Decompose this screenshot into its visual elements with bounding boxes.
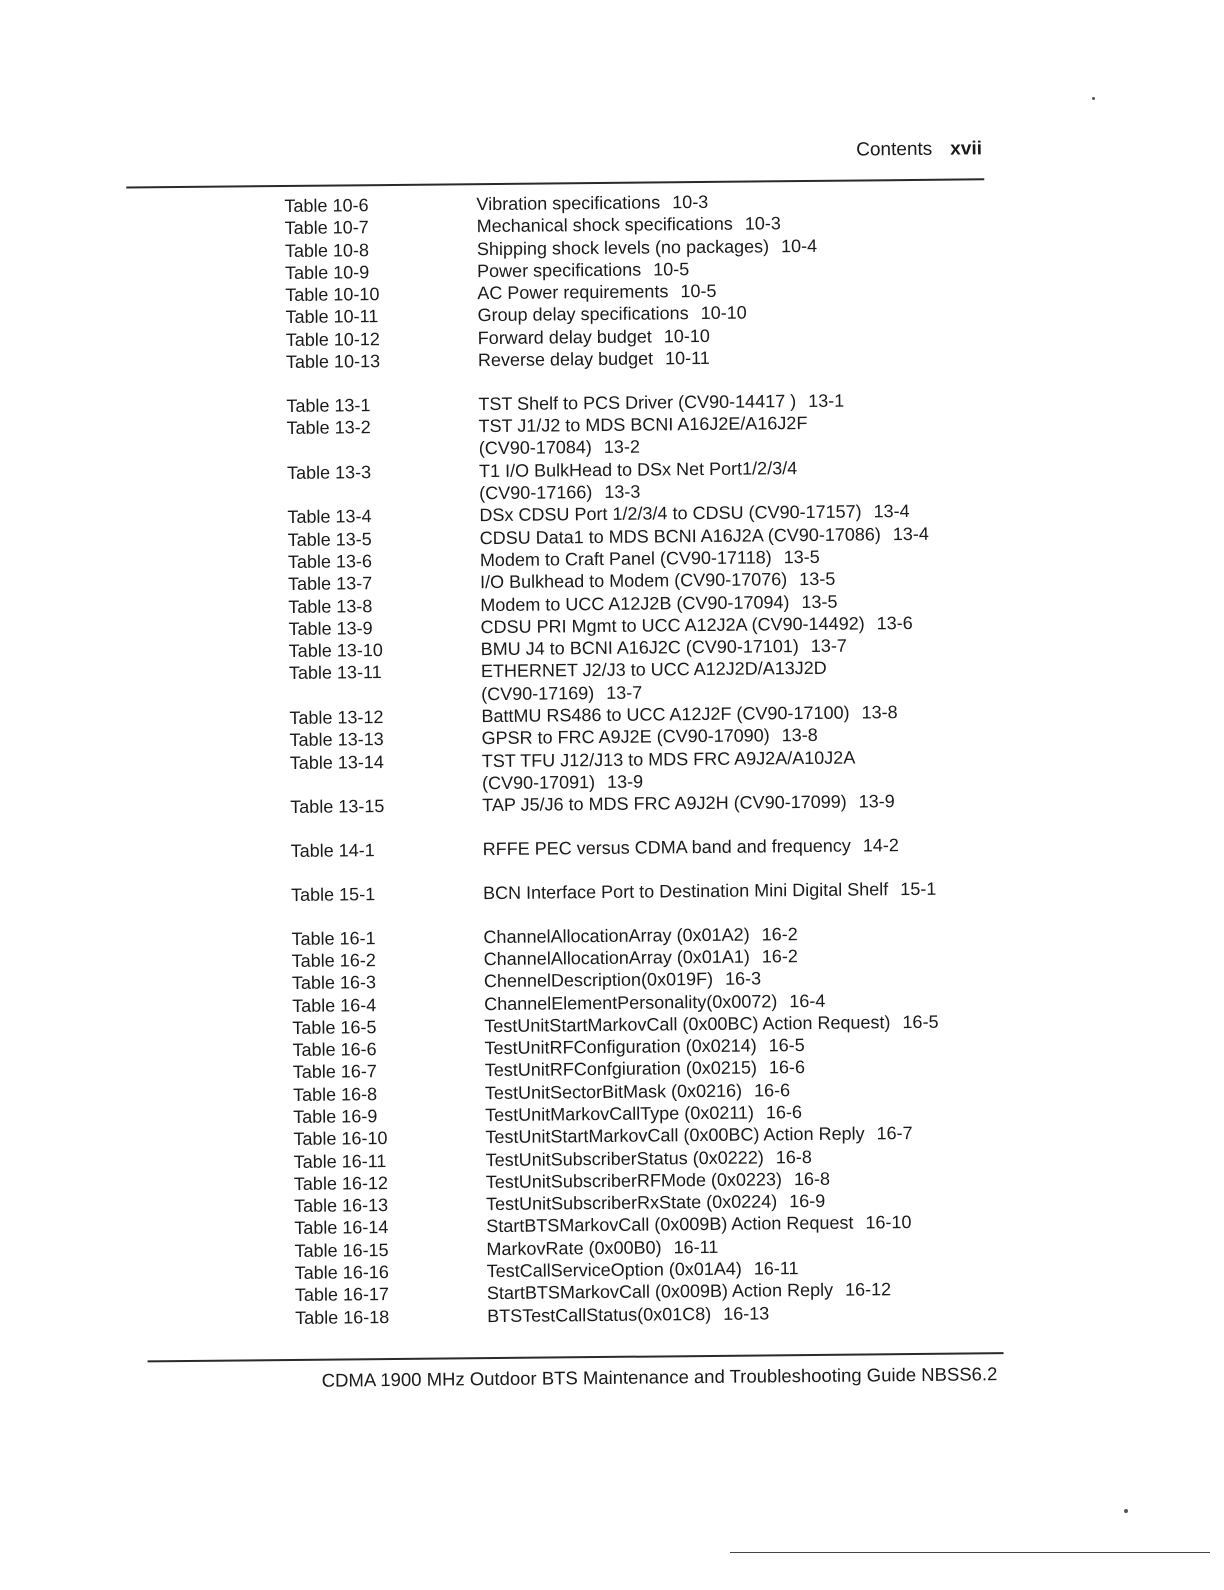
table-title — [479, 455, 1007, 505]
table-title-text: Mechanical shock specifications — [476, 213, 733, 237]
table-title-line — [483, 833, 1011, 860]
table-title-text: StartBTSMarkovCall (0x009B) Action Reply — [486, 1280, 834, 1304]
table-title-text: ETHERNET J2/J3 to UCC A12J2D/A13J2D — [480, 658, 827, 682]
table-title-text: TST Shelf to PCS Driver (CV90-14417 ) — [478, 390, 797, 415]
table-title-text: TestUnitSectorBitMask (0x0216) — [484, 1080, 743, 1103]
table-title-text: BTSTestCallStatus(0x01C8) — [487, 1303, 712, 1326]
page-reference: 13-1 — [808, 390, 845, 411]
table-number: Table 16-2 — [291, 950, 376, 971]
table-title-text: Modem to Craft Panel (CV90-17118) — [479, 547, 772, 571]
table-title — [483, 877, 1011, 904]
running-head — [856, 138, 982, 161]
table-number: Table 10-8 — [284, 239, 370, 261]
table-number: Table 14-1 — [290, 840, 375, 861]
table-number: Table 16-3 — [291, 972, 377, 994]
table-title-text: TestUnitSubscriberRFMode (0x0223) — [485, 1169, 783, 1192]
page-reference: 16-7 — [876, 1123, 913, 1144]
table-number: Table 13-6 — [287, 551, 373, 572]
table-number: Table 16-17 — [294, 1284, 390, 1306]
table-title-text: Shipping shock levels (no packages) — [476, 235, 770, 259]
table-title-text: (CV90-17169) — [481, 682, 595, 704]
page-reference: 13-5 — [783, 546, 820, 568]
table-title-text: ChennelDescription(0x019F) — [483, 969, 714, 992]
page-reference: 13-6 — [876, 612, 913, 634]
page-reference: 10-3 — [672, 191, 709, 213]
table-title-text: BMU J4 to BCNI A16J2C (CV90-17101) — [480, 636, 799, 660]
table-number: Table 10-10 — [285, 284, 380, 306]
table-title — [478, 410, 1006, 460]
page-reference: 13-7 — [810, 635, 847, 657]
table-number: Table 16-15 — [294, 1239, 389, 1261]
table-title — [482, 789, 1010, 816]
table-title-text: TestCallServiceOption (0x01A4) — [486, 1258, 742, 1282]
page-reference: 16-8 — [793, 1168, 831, 1190]
table-title-text: ChannelAllocationArray (0x01A1) — [483, 946, 750, 970]
table-number: Table 16-7 — [292, 1061, 377, 1083]
page-reference: 10-3 — [744, 213, 781, 234]
table-title-text: Reverse delay budget — [477, 348, 654, 371]
table-title-text: Vibration specifications — [476, 192, 661, 215]
table-number: Table 10-11 — [285, 306, 379, 328]
page-number: xvii — [950, 138, 983, 160]
table-title-text: TestUnitSubscriberStatus (0x0222) — [485, 1147, 764, 1170]
page-reference: 13-7 — [606, 682, 643, 703]
table-title-text: Forward delay budget — [477, 326, 652, 348]
toc-group — [286, 388, 1010, 819]
header-rule — [126, 178, 984, 188]
table-title-text: CDSU PRI Mgmt to UCC A12J2A (CV90-14492) — [480, 613, 865, 637]
page-reference: 10-5 — [680, 281, 717, 302]
table-title-text: TestUnitSubscriberRxState (0x0224) — [485, 1191, 778, 1215]
scan-speck — [1124, 1509, 1128, 1513]
table-title-line — [478, 344, 1006, 371]
running-head-section: Contents — [856, 138, 933, 161]
table-title-text: ChannelElementPersonality(0x0072) — [484, 990, 778, 1014]
table-title-text: (CV90-17084) — [478, 437, 592, 459]
table-title-text: Modem to UCC A12J2B (CV90-17094) — [480, 591, 790, 615]
toc-group — [291, 921, 1015, 1329]
table-number: Table 13-13 — [289, 729, 384, 751]
table-number: Table 13-4 — [287, 506, 372, 528]
page-reference: 16-6 — [768, 1057, 806, 1078]
table-title-line — [487, 1300, 1015, 1327]
table-title-text: T1 I/O BulkHead to DSx Net Port1/2/3/4 — [478, 457, 798, 481]
table-number: Table 13-15 — [290, 796, 385, 818]
page-reference: 16-11 — [673, 1236, 719, 1258]
table-title-text: TestUnitStartMarkovCall (0x00BC) Action Reply — [485, 1123, 865, 1148]
table-number: Table 10-9 — [285, 262, 370, 283]
table-title-text: DSx CDSU Port 1/2/3/4 to CDSU (CV90-17157) — [479, 501, 862, 526]
scan-speck — [1092, 97, 1095, 100]
toc-entry — [291, 833, 1011, 862]
page-reference: 13-9 — [858, 791, 895, 812]
toc-entry — [291, 877, 1011, 906]
table-number: Table 16-6 — [292, 1039, 377, 1061]
table-title-line — [482, 789, 1010, 816]
table-number: Table 10-13 — [285, 351, 381, 373]
table-title-text: (CV90-17166) — [479, 482, 593, 504]
page-reference: 16-2 — [761, 923, 798, 945]
page-reference: 10-10 — [663, 325, 710, 347]
toc-entry — [287, 455, 1007, 507]
table-number: Table 16-5 — [292, 1016, 377, 1038]
table-number: Table 16-4 — [292, 994, 377, 1016]
table-number: Table 13-8 — [288, 595, 373, 617]
table-number: Table 13-11 — [288, 662, 382, 684]
toc-group — [284, 188, 1006, 373]
page-reference: 10-10 — [700, 303, 747, 324]
table-title-text: RFFE PEC versus CDMA band and frequency — [482, 835, 851, 860]
table-number: Table 16-11 — [293, 1150, 387, 1172]
table-number: Table 16-10 — [293, 1128, 388, 1150]
page-reference: 10-11 — [664, 348, 710, 369]
page-reference: 16-10 — [865, 1212, 912, 1233]
table-title-text: TestUnitStartMarkovCall (0x00BC) Action Request) — [484, 1012, 891, 1036]
table-number: Table 13-1 — [286, 395, 371, 416]
toc-entry — [287, 410, 1007, 462]
table-number: Table 10-12 — [285, 328, 380, 350]
page-reference: 13-5 — [799, 568, 836, 590]
scan-edge-line — [730, 1552, 1210, 1553]
table-title-text: CDSU Data1 to MDS BCNI A16J2A (CV90-17086) — [479, 523, 881, 548]
page-reference: 16-11 — [753, 1258, 799, 1279]
table-number: Table 13-14 — [289, 751, 384, 773]
table-title-text: TestUnitRFConfiguration (0x0214) — [484, 1035, 757, 1059]
page-reference: 13-8 — [781, 725, 818, 746]
table-title — [482, 745, 1010, 795]
table-number: Table 16-16 — [294, 1262, 389, 1284]
table-number: Table 16-12 — [293, 1172, 389, 1194]
table-title-text: MarkovRate (0x00B0) — [486, 1237, 662, 1259]
page-reference: 16-6 — [753, 1079, 791, 1101]
page-reference: 13-3 — [604, 481, 641, 503]
table-number: Table 16-9 — [293, 1106, 378, 1127]
table-title-text: ChannelAllocationArray (0x01A2) — [483, 924, 750, 947]
list-of-tables — [284, 188, 1015, 1350]
table-title — [481, 656, 1009, 706]
table-number: Table 13-3 — [286, 461, 372, 483]
page-reference: 16-5 — [902, 1011, 939, 1032]
table-number: Table 16-8 — [292, 1083, 378, 1105]
table-number: Table 16-1 — [291, 927, 376, 949]
table-number: Table 13-10 — [288, 640, 383, 662]
page-reference: 13-4 — [873, 501, 910, 522]
page-reference: 14-2 — [862, 835, 899, 856]
toc-entry — [290, 745, 1010, 797]
toc-entry — [289, 656, 1009, 708]
table-number: Table 10-6 — [284, 195, 369, 217]
toc-group — [291, 833, 1011, 862]
table-title-text: GPSR to FRC A9J2E (CV90-17090) — [481, 725, 770, 749]
page-reference: 16-2 — [761, 946, 798, 967]
page-reference: 16-9 — [789, 1191, 826, 1212]
page-reference: 16-12 — [844, 1279, 892, 1301]
table-title-text: TestUnitRFConfgiuration (0x0215) — [484, 1057, 758, 1081]
page-reference: 10-5 — [653, 259, 690, 280]
table-title-text: Group delay specifications — [477, 303, 689, 326]
table-title-text: StartBTSMarkovCall (0x009B) Action Request — [486, 1213, 854, 1237]
page-reference: 10-4 — [780, 235, 818, 256]
table-title-text: AC Power requirements — [477, 281, 669, 304]
table-number: Table 13-2 — [286, 417, 371, 439]
page-reference: 13-2 — [603, 437, 640, 458]
table-title-text: Power specifications — [477, 259, 642, 282]
table-number: Table 15-1 — [290, 883, 376, 905]
table-title — [478, 344, 1006, 371]
page-reference: 13-4 — [892, 523, 929, 544]
page-reference: 16-13 — [723, 1303, 770, 1324]
table-title-text: BCN Interface Port to Destination Mini Digital Shelf — [482, 879, 889, 903]
table-number: Table 13-12 — [289, 707, 384, 729]
page-reference: 15-1 — [900, 878, 937, 899]
table-number: Table 16-18 — [295, 1306, 390, 1328]
table-title — [487, 1300, 1015, 1327]
page-reference: 16-4 — [789, 990, 826, 1011]
page-reference: 13-5 — [801, 591, 838, 612]
table-number: Table 13-7 — [288, 573, 373, 595]
table-number: Table 16-14 — [294, 1217, 389, 1239]
table-number: Table 16-13 — [293, 1195, 389, 1217]
table-title-text: TestUnitMarkovCallType (0x0211) — [485, 1102, 755, 1126]
footer-rule — [148, 1352, 1004, 1362]
table-title-text: BattMU RS486 to UCC A12J2F (CV90-17100) — [481, 702, 850, 727]
table-number: Table 13-5 — [287, 528, 372, 550]
page-reference: 16-3 — [724, 968, 762, 990]
page-reference: 16-8 — [775, 1146, 812, 1167]
toc-group — [291, 877, 1011, 906]
footer-title: CDMA 1900 MHz Outdoor BTS Maintenance and Troubleshooting Guide NBSS6.2 — [321, 1363, 998, 1391]
table-number: Table 13-9 — [288, 618, 373, 639]
table-title — [483, 833, 1011, 860]
page-reference: 13-9 — [606, 771, 644, 792]
table-title-text: TAP J5/J6 to MDS FRC A9J2H (CV90-17099) — [482, 791, 847, 816]
page-reference: 13-8 — [861, 702, 898, 723]
page-reference: 16-5 — [768, 1035, 805, 1056]
table-title-line — [483, 877, 1011, 904]
table-title-text: (CV90-17091) — [481, 771, 596, 794]
table-title-text: TST TFU J12/J13 to MDS FRC A9J2A/A10J2A — [481, 747, 856, 771]
table-title-text: I/O Bulkhead to Modem (CV90-17076) — [480, 569, 788, 593]
table-number: Table 10-7 — [284, 217, 369, 239]
table-title-text: TST J1/J2 to MDS BCNI A16J2E/A16J2F — [478, 413, 808, 437]
page-reference: 16-6 — [765, 1102, 803, 1123]
